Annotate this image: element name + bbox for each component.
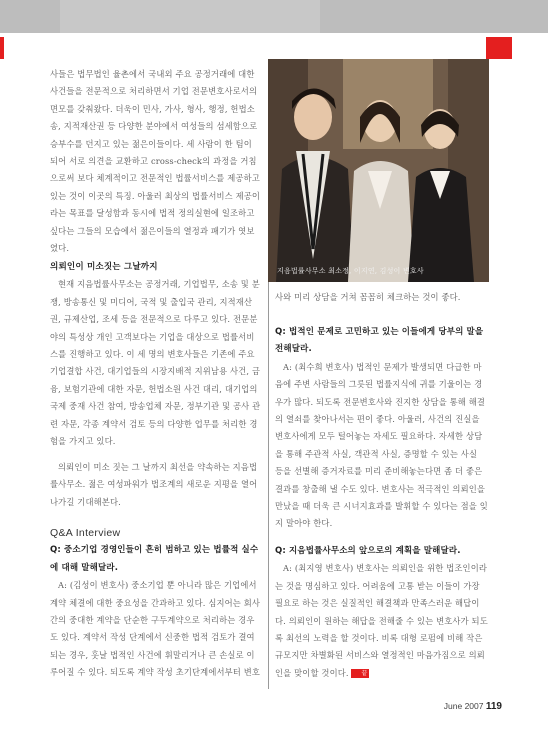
page-number: 119	[485, 701, 502, 712]
end-mark: 끝	[351, 669, 369, 678]
page-footer	[444, 701, 502, 712]
question-2: Q: 법적인 문제로 고민하고 있는 이들에게 당부의 말을 전해달라.	[275, 327, 484, 355]
photo-illustration	[268, 59, 489, 282]
section-heading: 의뢰인이 미소짓는 그날까지	[50, 262, 158, 272]
answer-3	[275, 560, 488, 682]
qa-title: Q&A Interview	[50, 527, 121, 539]
left-column-section	[50, 259, 262, 450]
left-column-closing	[50, 459, 262, 511]
intro-paragraph: 사들은 법무법인 율촌에서 국내외 주요 공정거래에 대한 사건들을 전문적으로 처리하면서 기업 전문변호사로서의 면모를 갖춰왔다. 더욱이 민사, 가사, 형사, 행정, 헌법소송, 지적재산권 등 다양한 분야에서 여성들의 섬세함으로 승부수를 던지고 있는 젊은이들이다. 세 사람이 한 팀이 되어 서로 의견을 교환하고 cross-check의 과정을 거침으로써 보다 체계적이고 전문적인 법률서비스를 제공하고 있는 것이 이곳의 특징. 아울러 최상의 법률서비스 제공이라는 목표를 달성함과 동시에 법적 정의실현에 일조하고 싶다는 그들의 모습에서 젊은이들의 열정과 패기가 엿보였다.	[50, 69, 261, 254]
right-column-qa3	[275, 543, 488, 682]
answer-3-text: A: (최지영 변호사) 변호사는 의뢰인을 위한 법조인이라는 것을 명심하고 있다. 어려움에 고통 받는 이들이 가장 필요로 하는 것은 실질적인 해결책과 만족스러운 해답이다. 의뢰인이 원하는 해답을 전해줄 수 있는 변호사가 되도록 최선의 노력을 할 것이다. 비록 대형 로펌에 비해 작은 규모지만 차별화된 서비스와 열정적인 마음가짐으로 의뢰인을 맞이할 것이다.	[275, 563, 488, 678]
left-column-qa	[50, 525, 262, 682]
photo-caption: 지음법률사무소 최소정, 이지연, 김성이 변호사	[277, 267, 424, 275]
closing-paragraph: 의뢰인이 미소 짓는 그 날까지 최선을 약속하는 지음법률사무소. 젊은 여성파워가 법조계의 새로운 지평을 열어나가길 기대해본다.	[50, 462, 258, 507]
answer-2: A: (최수희 변호사) 법적인 문제가 발생되면 다급한 마음에 주변 사람들의 그릇된 법률지식에 귀를 기울이는 경우가 많다. 되도록 전문변호사와 진지한 상담을 통해 해결의 열쇠를 찾아나서는 편이 좋다. 아울러, 사건의 진실을 변호사에게 모두 털어놓는 자세도 필요하다. 자세한 상담을 통해 주관적 사실, 객관적 사실, 증명할 수 있는 사실 등을 선별해 증거자료를 미리 준비해놓는다면 좀 더 좋은 결과를 창출해 낼 수도 있다. 변호사는 적극적인 의뢰인을 만났을 때 더욱 큰 시너지효과를 발휘할 수 있다는 점을 잊지 말아야 한다.	[275, 361, 488, 529]
accent-block-right	[486, 37, 512, 59]
accent-block-left	[0, 37, 4, 59]
right-column-qa2	[275, 324, 488, 533]
top-band-stripe	[0, 0, 60, 33]
top-band	[0, 0, 548, 33]
question-3: Q: 지음법률사무소의 앞으로의 계획을 말해달라.	[275, 546, 461, 556]
answer-1: A: (김성이 변호사) 중소기업 뿐 아니라 많은 기업에서 계약 체결에 대한 중요성을 간과하고 있다. 심지어는 회사간의 중대한 계약을 단순한 구두계약으로 처리하는 경우도 있다. 계약서 작성 단계에서 신중한 법적 검토가 결여되는 경우, 훗날 법적인 사건에 휘말리거나 큰 손실로 이루어질 수 있다. 되도록 계약 작성 초기단계에서부터 변호	[50, 580, 261, 678]
top-band-stripe	[320, 0, 548, 33]
question-1: Q: 중소기업 경영인들이 흔히 범하고 있는 법률적 실수에 대해 말해달라.	[50, 545, 259, 573]
right-column	[275, 289, 488, 306]
issue-date: June 2007	[443, 701, 484, 711]
section-body: 현재 지음법률사무소는 공정거래, 기업법무, 소송 및 분쟁, 방송통신 및 미디어, 국적 및 출입국 관리, 지적재산권, 규제산업, 조세 등을 전문적으로 다루고 있다. 전문분야의 특성상 개인 고객보다는 기업을 대상으로 법률서비스를 진행하고 있다. 이 세 명의 변호사들은 기존에 주요 기업결합 사건, 대기업들의 시장지배적 지위남용 사건, 금융, 보험기관에 대한 자문, 헌법소원 사건 대리, 대기업의 국제 중재 사건 참여, 방송업체 자문, 정부기관 및 공사 관련 자문, 각종 계약서 검토 등의 다양한 업무를 처리한 경험을 가지고 있다.	[50, 279, 261, 447]
lawyers-photo	[268, 59, 489, 282]
left-column	[50, 66, 262, 257]
answer-1-continued: 사와 미리 상담을 거쳐 꼼꼼히 체크하는 것이 좋다.	[275, 292, 461, 302]
